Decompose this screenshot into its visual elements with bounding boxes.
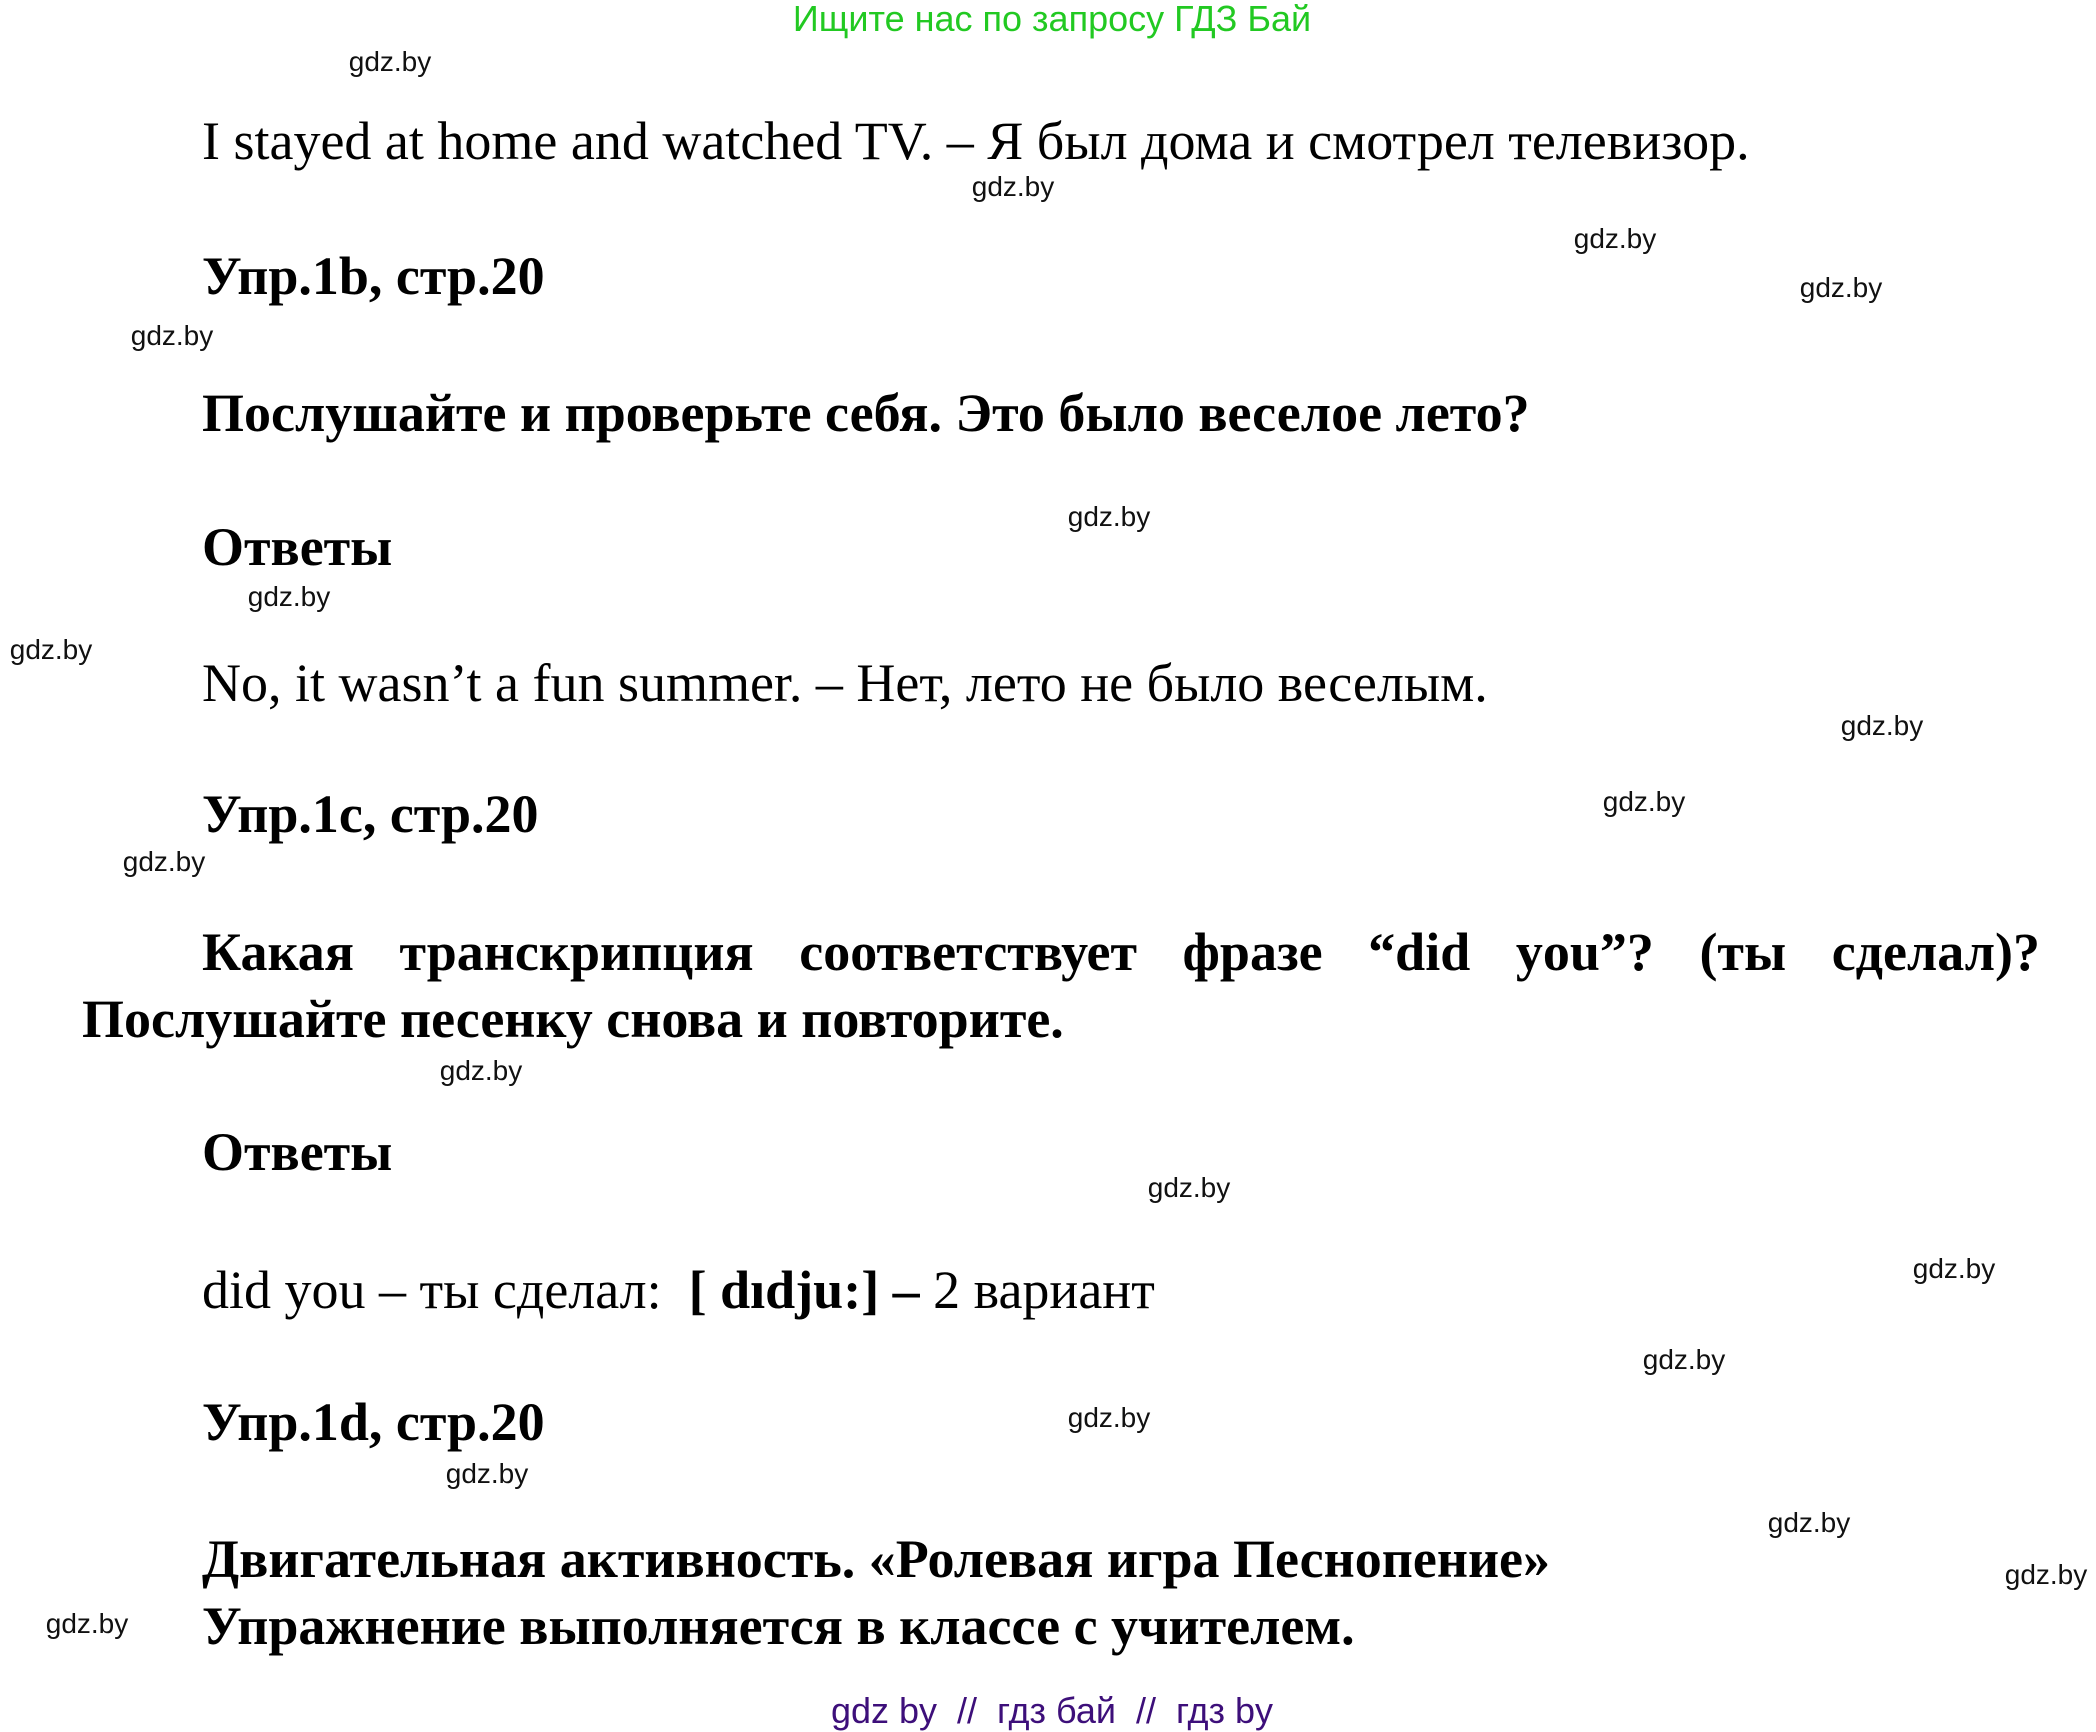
answer-1b: No, it wasn’t a fun summer. – Нет, лето не было веселым. — [202, 653, 1488, 713]
watermark: gdz.by — [348, 46, 432, 77]
answer-1c-transcription: [ dıdju:] – — [688, 1260, 920, 1320]
search-banner: Ищите нас по запросу ГДЗ Бай — [792, 0, 1312, 39]
exercise-title-1d: Упр.1d, стр.20 — [202, 1392, 545, 1452]
answers-label-1b: Ответы — [202, 517, 393, 577]
answer-1c — [202, 1260, 1155, 1320]
answers-label-1c: Ответы — [202, 1122, 393, 1182]
watermark: gdz.by — [247, 581, 331, 612]
watermark: gdz.by — [1840, 710, 1924, 741]
exercise-task-1d-line2: Упражнение выполняется в классе с учителем. — [202, 1596, 1355, 1656]
answer-1c-prefix: did you – ты сделал: — [202, 1260, 689, 1320]
watermark: gdz.by — [1067, 1402, 1151, 1433]
watermark: gdz.by — [1067, 501, 1151, 532]
exercise-task-1c-line2: Послушайте песенку снова и повторите. — [82, 989, 1064, 1049]
watermark: gdz.by — [1147, 1172, 1231, 1203]
watermark: gdz.by — [971, 171, 1055, 202]
exercise-task-1d-line1: Двигательная активность. «Ролевая игра Песнопение» — [202, 1529, 1551, 1589]
exercise-title-1b: Упр.1b, стр.20 — [202, 246, 545, 306]
watermark: gdz.by — [1602, 786, 1686, 817]
exercise-task-1b: Послушайте и проверьте себя. Это было веселое лето? — [202, 383, 1530, 443]
answer-line: I stayed at home and watched TV. – Я был дома и смотрел телевизор. — [202, 111, 1750, 171]
exercise-task-1c-line1: Какая транскрипция соответствует фразе “did you”? (ты сделал)? — [202, 922, 2040, 982]
watermark: gdz.by — [9, 634, 93, 665]
watermark: gdz.by — [439, 1055, 523, 1086]
watermark: gdz.by — [1912, 1253, 1996, 1284]
watermark: gdz.by — [2004, 1559, 2088, 1590]
watermark: gdz.by — [45, 1608, 129, 1639]
watermark: gdz.by — [1799, 272, 1883, 303]
watermark: gdz.by — [1573, 223, 1657, 254]
watermark: gdz.by — [1767, 1507, 1851, 1538]
watermark: gdz.by — [445, 1458, 529, 1489]
watermark: gdz.by — [122, 846, 206, 877]
answer-1c-suffix: 2 вариант — [919, 1260, 1155, 1320]
watermark: gdz.by — [130, 320, 214, 351]
watermark: gdz.by — [1642, 1344, 1726, 1375]
footer-links: gdz by // гдз бай // гдз by — [830, 1690, 1274, 1731]
exercise-title-1c: Упр.1c, стр.20 — [202, 784, 539, 844]
